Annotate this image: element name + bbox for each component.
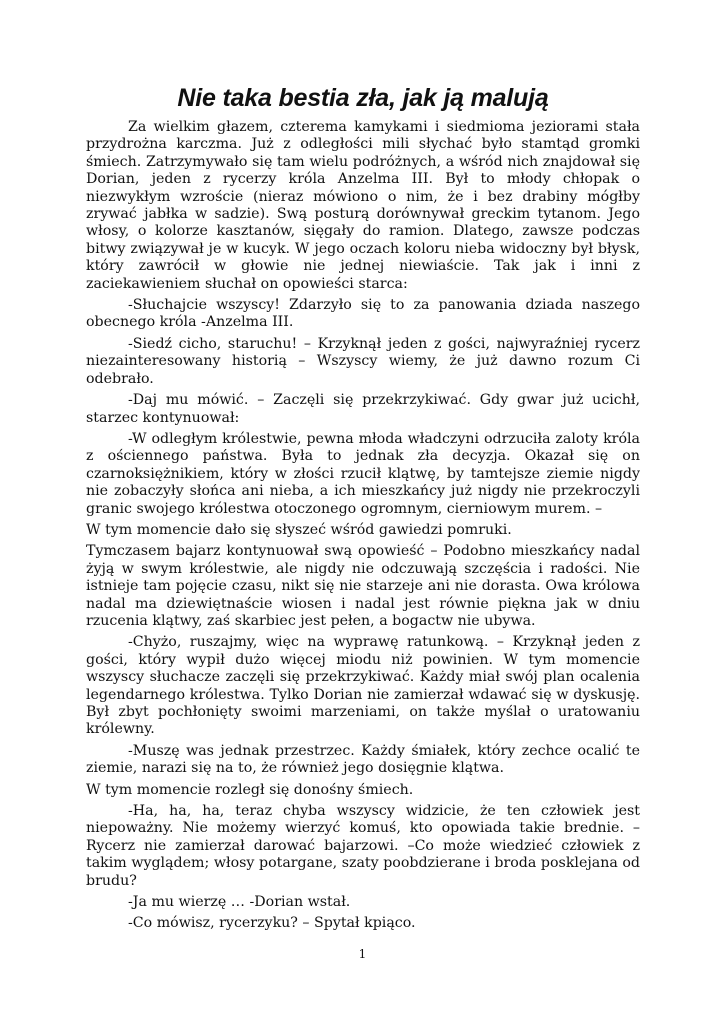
paragraph: -Co mówisz, rycerzyku? – Spytał kpiąco. <box>128 915 416 932</box>
paragraph: Tymczasem bajarz kontynuował swą opowieść – Podobno mieszkańcy nadal żyją w swym królestwie, ale nigdy nie odczuwają szczęścia i radości. Nie istnieje tam pojęcie czasu, nikt się nie starzeje ani nie dorasta. Owa królowa nadal ma dziewiętnaście wiosen i nadal jest równie piękna jak w dniu rzucenia klątwy, zaś skarbiec jest pełen, a bogactw nie ubywa. <box>86 543 640 629</box>
page-number: 1 <box>358 947 367 961</box>
paragraph: -Chyżo, ruszajmy, więc na wyprawę ratunkową. – Krzyknął jeden z gości, który wypił dużo więcej miodu niż powinien. W tym momencie wszyscy słuchacze zaczęli się przekrzykiwać. Każdy miał swój plan ocalenia legendarnego królestwa. Tylko Dorian nie zamierzał wdawać się w dyskusję. Był zbyt pochłonięty swoimi marzeniami, on także myślał o uratowaniu królewny. <box>86 634 640 738</box>
paragraph: -W odległym królestwie, pewna młoda władczyni odrzuciła zaloty króla z ościennego państwa. Była to jednak zła decyzja. Okazał się on czarnoksiężnikiem, który w złości rzucił klątwę, by tamtejsze ziemie nigdy nie zobaczyły słońca ani nieba, a ich mieszkańcy już nigdy nie przekroczyli granic swojego królestwa otoczonego ogromnym, cierniowym murem. – <box>86 430 640 517</box>
paragraph: Za wielkim głazem, czterema kamykami i siedmioma jeziorami stała przydrożna karczma. Już z odległości mili słychać było stamtąd gromki śmiech. Zatrzymywało się tam wielu podróżnych, a wśród nich znajdował się Dorian, jeden z rycerzy króla Anzelma III. Był to młody chłopak o niezwykłym wzroście (nieraz mówiono o nim, że i bez drabiny mógłby zrywać jabłka w sadzie). Swą posturą dorównywał greckim tytanom. Jego włosy, o kolorze kasztanów, sięgały do ramion. Dlatego, zawsze podczas bitwy związywał je w kucyk. W jego oczach koloru nieba widoczny był błysk, który zawrócił w głowie nie jednej niewiaście. Tak jak i inni z zaciekawieniem słuchał on opowieści starca: <box>86 119 640 292</box>
paragraph: -Ja mu wierzę … -Dorian wstał. <box>128 894 351 911</box>
paragraph: -Siedź cicho, staruchu! – Krzyknął jeden z gości, najwyraźniej rycerz niezainteresowany historią – Wszyscy wiemy, że już dawno rozum Ci odebrało. <box>86 335 640 387</box>
paragraph: W tym momencie dało się słyszeć wśród gawiedzi pomruki. <box>86 521 512 538</box>
document-title: Nie taka bestia zła, jak ją malują <box>177 84 549 112</box>
document-page <box>86 84 640 937</box>
paragraph: -Słuchajcie wszyscy! Zdarzyło się to za panowania dziada naszego obecnego króla -Anzelma III. <box>86 297 640 331</box>
document-body <box>86 119 640 933</box>
paragraph: -Daj mu mówić. – Zaczęli się przekrzykiwać. Gdy gwar już ucichł, starzec kontynuował: <box>86 392 640 426</box>
paragraph: W tym momencie rozległ się donośny śmiech. <box>86 781 414 798</box>
paragraph: -Ha, ha, ha, teraz chyba wszyscy widzicie, że ten człowiek jest niepoważny. Nie możemy wierzyć komuś, kto opowiada takie brednie. – Rycerz nie zamierzał darować bajarzowi. –Co może wiedzieć człowiek z takim wyglądem; włosy potargane, szaty poobdzierane i broda posklejana od brudu? <box>86 803 640 889</box>
paragraph: -Muszę was jednak przestrzec. Każdy śmiałek, który zechce ocalić te ziemie, narazi się na to, że również jego dosięgnie klątwa. <box>86 742 640 777</box>
